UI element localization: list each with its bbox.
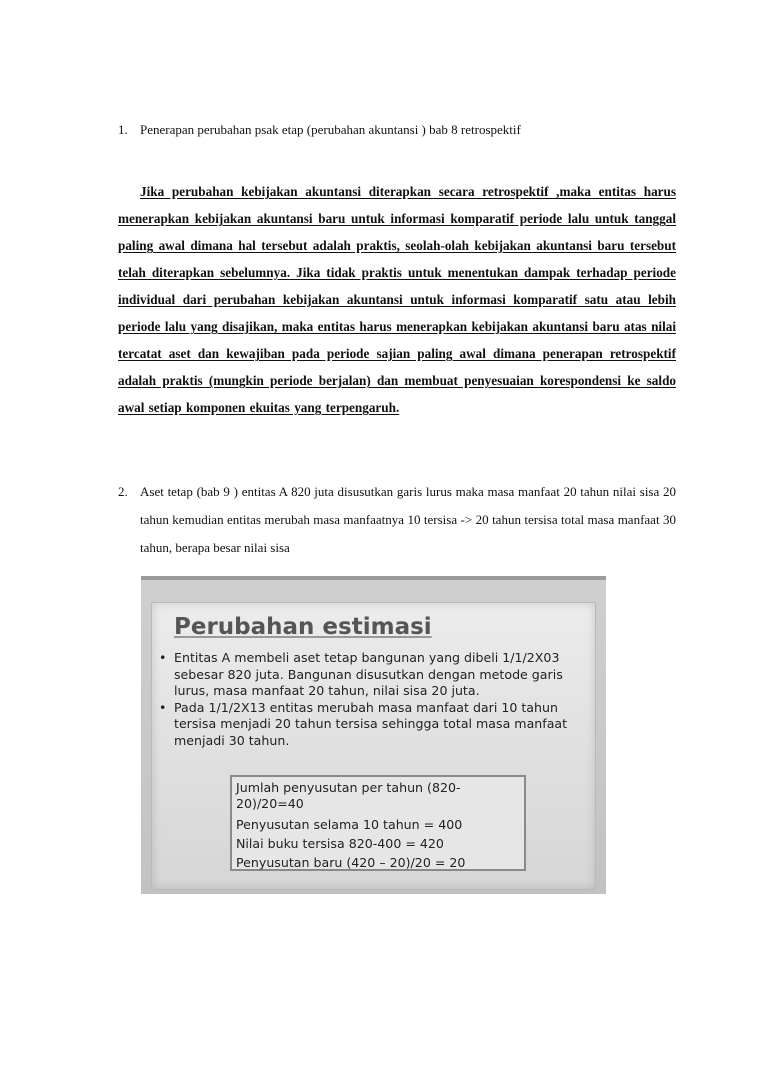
slide-bullet: • Pada 1/1/2X13 entitas merubah masa manfaat dari 10 tahun tersisa menjadi 20 tahun tersisa sehingga total masa manfaat menjadi 30 tahun.	[159, 699, 568, 748]
slide-title: Perubahan estimasi	[174, 614, 432, 640]
paragraph-text: Jika perubahan kebijakan akuntansi diterapkan secara retrospektif ,maka entitas harus menerapkan kebijakan akuntansi baru untuk informasi komparatif periode lalu untuk tanggal paling awal dimana hal tersebut adalah praktis, seolah-olah kebijakan akuntansi baru tersebut telah diterapkan sebelumnya. Jika tidak praktis untuk menentukan dampak terhadap periode individual dari perubahan kebijakan akuntansi untuk informasi komparatif satu atau lebih periode lalu yang disajikan, maka entitas harus menerapkan kebijakan akuntansi baru atas nilai tercatat aset dan kewajiban pada periode sajian paling awal dimana penerapan retrospektif adalah praktis (mungkin periode berjalan) dan membuat penyesuaian korespondensi ke saldo awal setiap komponen ekuitas yang terpengaruh.	[118, 184, 676, 415]
list-item-1-text: Penerapan perubahan psak etap (perubahan akuntansi ) bab 8 retrospektif	[140, 122, 521, 137]
list-item-2-text: Aset tetap (bab 9 ) entitas A 820 juta disusutkan garis lurus maka masa manfaat 20 tahun nilai sisa 20 tahun kemudian entitas merubah masa manfaatnya 10 tersisa -> 20 tahun tersisa total masa manfaat 30 tahun, berapa besar nilai sisa	[140, 484, 676, 555]
list-number-2: 2.	[118, 484, 128, 499]
slide-bullet-list	[159, 650, 589, 749]
calc-line: Penyusutan baru (420 – 20)/20 = 20	[236, 855, 466, 870]
bullet-dot-icon: •	[159, 650, 167, 665]
calc-line: Jumlah penyusutan per tahun (820-20)/20=40	[236, 780, 461, 811]
calc-line: Penyusutan selama 10 tahun = 400	[236, 817, 463, 832]
list-number-1: 1.	[118, 122, 128, 137]
slide-bullet: • Entitas A membeli aset tetap bangunan yang dibeli 1/1/2X03 sebesar 820 juta. Bangunan disusutkan dengan metode garis lurus, masa manfaat 20 tahun, nilai sisa 20 juta.	[159, 650, 563, 698]
calculation-box	[230, 775, 526, 871]
calc-line: Nilai buku tersisa 820-400 = 420	[236, 836, 444, 851]
list-item-2	[118, 478, 676, 562]
retrospective-paragraph	[118, 178, 676, 421]
bullet-dot-icon: •	[159, 699, 167, 715]
slide-image	[141, 576, 606, 894]
list-item-1	[118, 122, 688, 138]
